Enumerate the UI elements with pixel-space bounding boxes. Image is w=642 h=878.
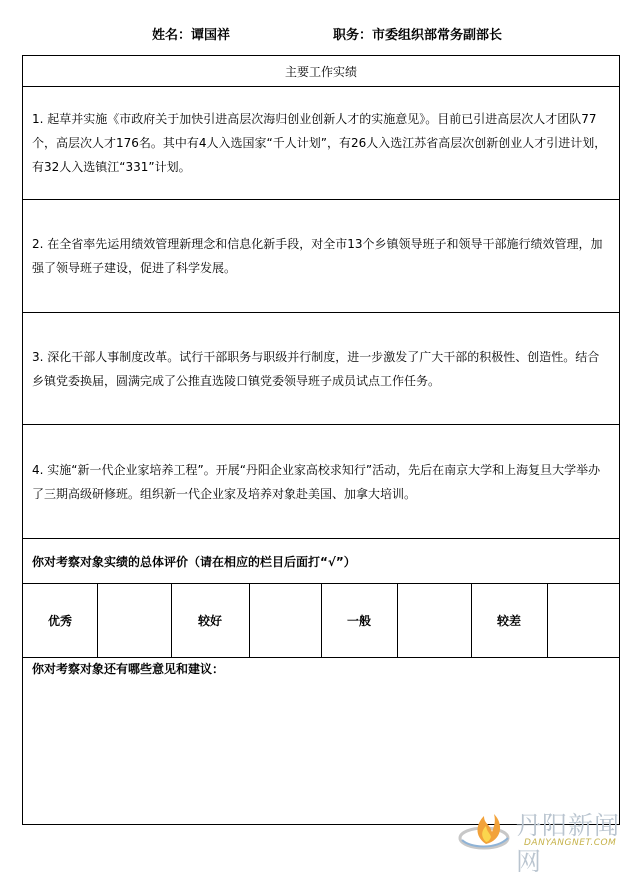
cell-divider bbox=[471, 584, 472, 657]
position-label: 职务：市委组织部常务副部长 bbox=[333, 28, 503, 43]
achievement-item-2 bbox=[23, 200, 619, 312]
flame-logo-icon bbox=[456, 802, 512, 852]
achievement-text: 2. 在全省率先运用绩效管理新理念和信息化新手段，对全市13个乡镇领导班子和领导干部施行绩效管理，加强了领导班子建设，促进了科学发展。 bbox=[32, 237, 603, 275]
evaluation-table bbox=[22, 55, 620, 825]
grade-excellent-label: 优秀 bbox=[47, 614, 72, 628]
achievement-text: 3. 深化干部人事制度改革。试行干部职务与职级并行制度，进一步激发了广大干部的积极性、创造性。结合乡镇党委换届，圆满完成了公推直选陵口镇党委领导班子成员试点工作任务。 bbox=[32, 349, 600, 388]
name-label: 姓名：谭国祥 bbox=[152, 28, 231, 43]
achievement-item-3 bbox=[23, 313, 619, 424]
site-watermark bbox=[456, 800, 642, 876]
cell-divider bbox=[321, 584, 322, 657]
grade-poor-label: 较差 bbox=[496, 614, 521, 628]
table-heading: 主要工作实绩 bbox=[284, 64, 357, 79]
cell-divider bbox=[249, 584, 250, 657]
watermark-chinese: 丹阳新闻网 bbox=[516, 811, 621, 876]
achievement-text: 4. 实施“新一代企业家培养工程”。开展“丹阳企业家高校求知行”活动，先后在南京大学和上海复旦大学举办了三期高级研修班。组织新一代企业家及培养对象赴美国、加拿大培训。 bbox=[32, 462, 601, 501]
achievement-item-4 bbox=[23, 425, 619, 538]
achievement-item-1 bbox=[23, 87, 619, 199]
cell-divider bbox=[547, 584, 548, 657]
achievement-text: 1. 起草并实施《市政府关于加快引进高层次海归创业创新人才的实施意见》。目前已引进高层次人才团队77个，高层次人才176名。其中有4人入选国家“千人计划”，有26人入选江苏省高层次创新创业人才引进计划，有32人入选镇江“331”计划。 bbox=[32, 112, 607, 174]
watermark-english: DANYANGNET.COM bbox=[524, 838, 617, 848]
cell-divider bbox=[397, 584, 398, 657]
grade-average-label: 一般 bbox=[346, 614, 371, 628]
cell-divider bbox=[171, 584, 172, 657]
grade-good-label: 较好 bbox=[197, 614, 222, 628]
evaluation-question: 你对考察对象实绩的总体评价（请在相应的栏目后面打“√”） bbox=[32, 554, 356, 569]
suggestions-label: 你对考察对象还有哪些意见和建议： bbox=[32, 662, 225, 676]
header bbox=[0, 24, 642, 44]
cell-divider bbox=[97, 584, 98, 657]
